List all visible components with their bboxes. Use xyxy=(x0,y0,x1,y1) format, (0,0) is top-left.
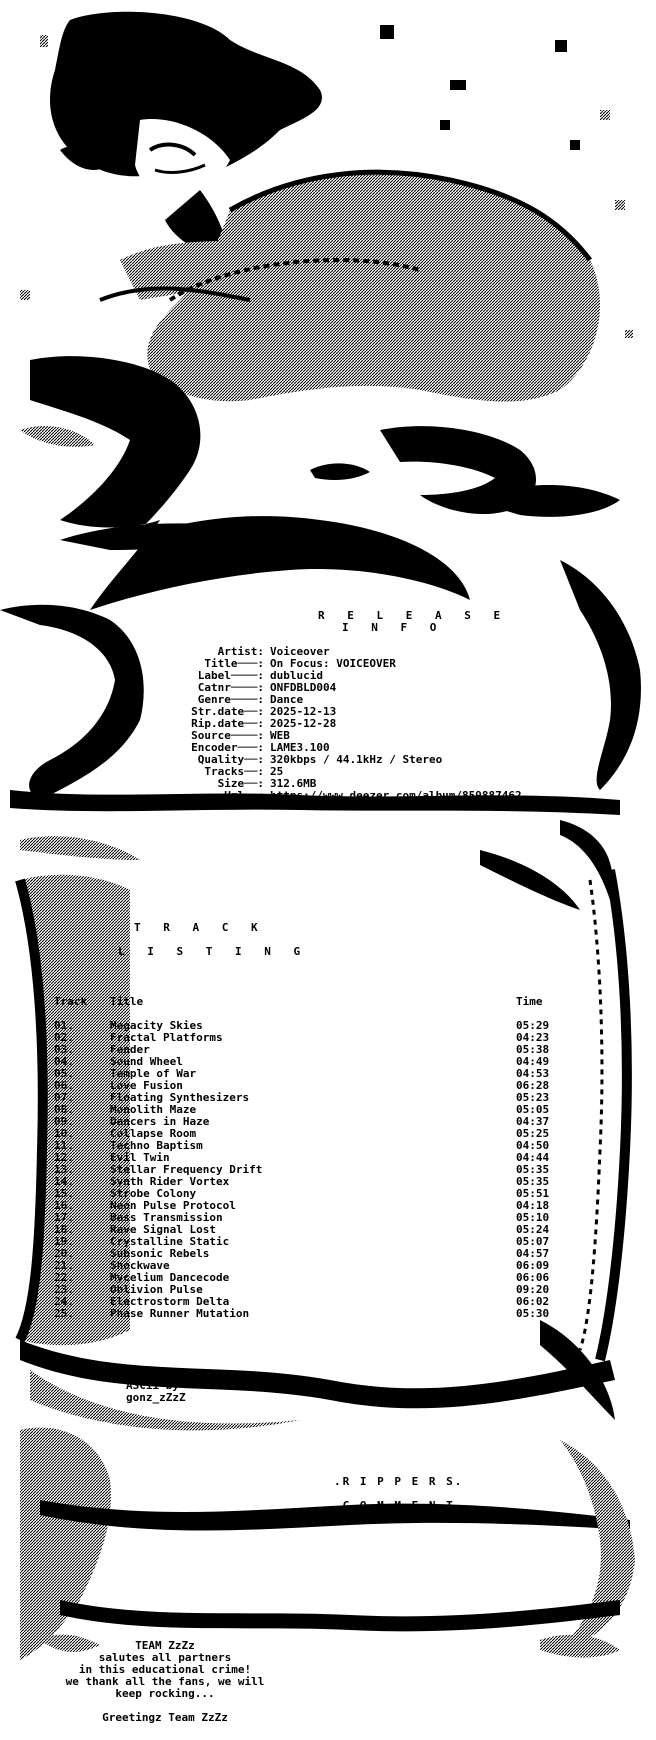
track-number: 16. xyxy=(54,1199,74,1212)
track-time: 06:28 xyxy=(516,1079,550,1092)
track-time: 05:30 xyxy=(516,1307,550,1320)
info-value: Voiceover xyxy=(270,645,330,658)
track-number: 12. xyxy=(54,1151,74,1164)
info-value: 25 xyxy=(270,765,284,778)
info-value: 312.6MB xyxy=(270,777,317,790)
track-title: Stellar Frequency Drift xyxy=(110,1163,263,1176)
info-key: Title───: xyxy=(204,657,264,670)
top-figure-art xyxy=(20,12,633,610)
track-time: 05:35 xyxy=(516,1175,550,1188)
track-title: Megacity Skies xyxy=(110,1019,203,1032)
info-value: On Focus: VOICEOVER xyxy=(270,657,396,670)
track-number: 01. xyxy=(54,1019,74,1032)
track-number: 25. xyxy=(54,1307,74,1320)
comment-line: Greetingz Team ZzZz xyxy=(102,1711,228,1724)
track-time: 05:24 xyxy=(516,1223,550,1236)
info-value: Dance xyxy=(270,693,304,706)
track-title: Love Fusion xyxy=(110,1079,183,1092)
track-time: 05:35 xyxy=(516,1163,550,1176)
track-number: 22. xyxy=(54,1271,74,1284)
info-value: LAME3.100 xyxy=(270,741,330,754)
track-time: 04:44 xyxy=(516,1151,550,1164)
track-number: 04. xyxy=(54,1055,74,1068)
track-title: Strobe Colony xyxy=(110,1187,197,1200)
track-title: Electrostorm Delta xyxy=(110,1295,230,1308)
track-time: 09:20 xyxy=(516,1283,550,1296)
track-title: Crystalline Static xyxy=(110,1235,230,1248)
track-time: 05:23 xyxy=(516,1091,550,1104)
track-time: 05:25 xyxy=(516,1127,550,1140)
track-title: Neon Pulse Protocol xyxy=(110,1199,236,1212)
track-time: 04:53 xyxy=(516,1067,550,1080)
track-time: 04:49 xyxy=(516,1055,550,1068)
track-number: 24. xyxy=(54,1295,74,1308)
info-value: WEB xyxy=(270,729,290,742)
info-value: ONFDBLD004 xyxy=(270,681,337,694)
track-title: Collapse Room xyxy=(110,1127,197,1140)
track-title: Rave Signal Lost xyxy=(110,1223,216,1236)
info-key: Catnr────: xyxy=(197,681,264,694)
comment-line: salutes all partners xyxy=(98,1651,232,1664)
track-time: 05:29 xyxy=(516,1019,550,1032)
track-title: Dancers in Haze xyxy=(110,1115,210,1128)
comment-line: we thank all the fans, we will xyxy=(65,1675,265,1688)
info-value: 320kbps / 44.1kHz / Stereo xyxy=(270,753,443,766)
track-number: 18. xyxy=(54,1223,74,1236)
track-title: Phase Runner Mutation xyxy=(110,1307,250,1320)
track-header-line2: L I S T I N G xyxy=(118,945,309,958)
track-title: Synth Rider Vortex xyxy=(110,1175,230,1188)
track-time: 06:02 xyxy=(516,1295,550,1308)
track-time: 05:05 xyxy=(516,1103,550,1116)
comment-line: TEAM ZzZz xyxy=(135,1639,195,1652)
track-title: Temple of War xyxy=(110,1067,197,1080)
info-value: 2025-12-28 xyxy=(270,717,337,730)
info-key: Source────: xyxy=(191,729,264,742)
track-number: 02. xyxy=(54,1031,74,1044)
info-key: Rip.date──: xyxy=(191,717,264,730)
track-number: 09. xyxy=(54,1115,74,1128)
track-time: 05:51 xyxy=(516,1187,550,1200)
column-title: Title xyxy=(110,995,144,1008)
track-row xyxy=(54,1308,574,1320)
track-title: Fender xyxy=(110,1043,150,1056)
column-time: Time xyxy=(516,995,543,1008)
track-time: 06:06 xyxy=(516,1271,550,1284)
track-title: Monolith Maze xyxy=(110,1103,197,1116)
info-value: 2025-12-13 xyxy=(270,705,337,718)
track-number: 11. xyxy=(54,1139,74,1152)
release-header-line2: I N F O xyxy=(342,621,445,634)
track-number: 19. xyxy=(54,1235,74,1248)
track-number: 05. xyxy=(54,1067,74,1080)
track-number: 03. xyxy=(54,1043,74,1056)
track-number: 13. xyxy=(54,1163,74,1176)
track-number: 20. xyxy=(54,1247,74,1260)
rippers-header-line1: .R I P P E R S. xyxy=(334,1475,464,1488)
info-key: Url──: xyxy=(224,789,264,802)
info-key: Encoder───: xyxy=(191,741,264,754)
info-key: Quality──: xyxy=(197,753,264,766)
info-value: dublucid xyxy=(270,669,323,682)
track-title: Bass Transmission xyxy=(110,1211,223,1224)
comment-line: keep rocking... xyxy=(115,1687,215,1700)
track-time: 04:37 xyxy=(516,1115,550,1128)
track-time: 04:50 xyxy=(516,1139,550,1152)
track-time: 04:57 xyxy=(516,1247,550,1260)
track-header-line1: T R A C K xyxy=(134,921,266,934)
track-title: Evil Twin xyxy=(110,1151,170,1164)
info-key: Genre────: xyxy=(197,693,264,706)
track-number: 15. xyxy=(54,1187,74,1200)
ascii-credit-line1: ASCii by xyxy=(126,1379,179,1392)
track-title: Shockwave xyxy=(110,1259,170,1272)
info-key: Artist: xyxy=(217,645,264,658)
track-title: Fractal Platforms xyxy=(110,1031,223,1044)
track-number: 07. xyxy=(54,1091,74,1104)
track-number: 14. xyxy=(54,1175,74,1188)
track-title: Sound Wheel xyxy=(110,1055,183,1068)
rippers-header-line2: .C O M M E N T. xyxy=(334,1499,464,1512)
info-key: Label────: xyxy=(197,669,264,682)
info-key: Size──: xyxy=(217,777,264,790)
track-time: 05:10 xyxy=(516,1211,550,1224)
track-number: 21. xyxy=(54,1259,74,1272)
release-header-line1: R E L E A S E xyxy=(318,609,509,622)
track-title: Techno Baptism xyxy=(110,1139,203,1152)
comment-frame-art xyxy=(20,1427,635,1660)
ascii-credit-line2: gonz_zZzZ xyxy=(126,1391,186,1404)
track-time: 05:38 xyxy=(516,1043,550,1056)
track-time: 06:09 xyxy=(516,1259,550,1272)
info-value[interactable]: https://www.deezer.com/album/859887462 xyxy=(270,789,522,802)
track-number: 17. xyxy=(54,1211,74,1224)
track-title: Subsonic Rebels xyxy=(110,1247,210,1260)
info-row xyxy=(168,790,522,802)
track-title: Mycelium Dancecode xyxy=(110,1271,230,1284)
comment-line: in this educational crime! xyxy=(78,1663,252,1676)
track-number: 10. xyxy=(54,1127,74,1140)
track-time: 05:07 xyxy=(516,1235,550,1248)
track-number: 08. xyxy=(54,1103,74,1116)
track-title: Oblivion Pulse xyxy=(110,1283,203,1296)
track-time: 04:18 xyxy=(516,1199,550,1212)
track-title: Floating Synthesizers xyxy=(110,1091,250,1104)
track-number: 06. xyxy=(54,1079,74,1092)
info-key: Str.date──: xyxy=(191,705,264,718)
track-time: 04:23 xyxy=(516,1031,550,1044)
column-track: Track xyxy=(54,995,88,1008)
info-key: Tracks──: xyxy=(204,765,264,778)
track-number: 23. xyxy=(54,1283,74,1296)
